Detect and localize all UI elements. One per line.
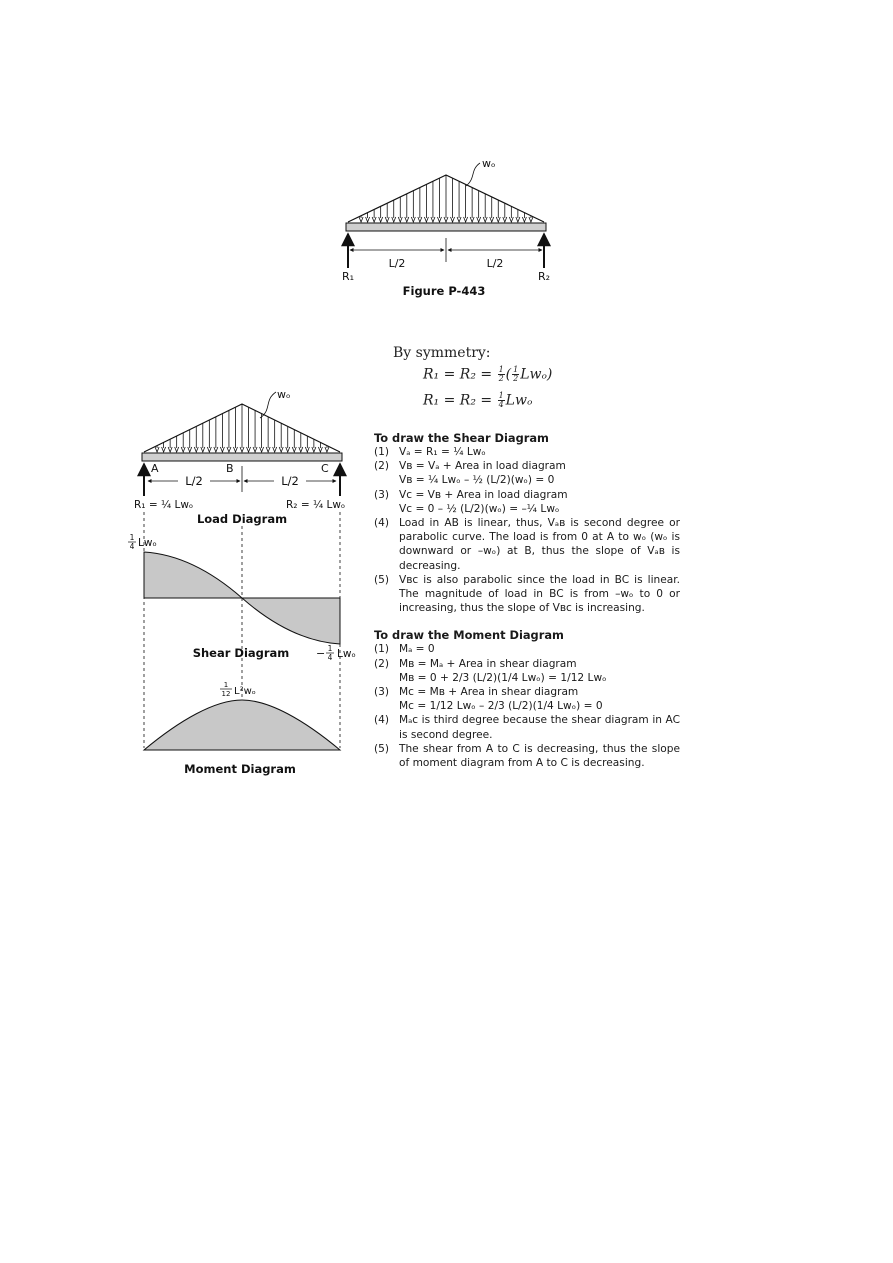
- load-leader-line: [466, 163, 480, 186]
- point-a-label: A: [151, 462, 159, 475]
- point-b-label: B: [226, 462, 234, 475]
- point-c-label: C: [321, 462, 329, 475]
- eq1-frac-outer: [498, 366, 505, 383]
- shear-step-3: [374, 488, 680, 502]
- step-number: (3): [374, 488, 390, 501]
- moment-step-2-result: Mʙ = 0 + 2/3 (L/2)(1/4 Lwₒ) = 1/12 Lwₒ: [399, 671, 607, 684]
- step-text: Vₐ = R₁ = ¼ Lwₒ: [399, 446, 486, 458]
- step-number: (2): [374, 657, 390, 670]
- moment-curve: [144, 700, 340, 750]
- moment-step-1: [374, 642, 680, 656]
- figure-caption: Figure P-443: [402, 284, 486, 298]
- moment-heading: To draw the Moment Diagram: [374, 628, 564, 643]
- step-text: Mʙ = Mₐ + Area in shear diagram: [399, 657, 577, 670]
- step-number: (4): [374, 517, 390, 530]
- eq2-rest: Lwₒ: [505, 392, 533, 409]
- span-left-label: L/2: [185, 474, 203, 488]
- shear-step-3-result: Vc = 0 – ½ (L/2)(wₒ) = –¼ Lwₒ: [399, 502, 560, 515]
- span-left-label: L/2: [388, 257, 406, 270]
- reaction-left-label: R₁: [342, 270, 355, 283]
- load-arrows: [155, 404, 329, 452]
- shear-diagram-caption: Shear Diagram: [192, 646, 290, 660]
- moment-peak-frac-num: 1: [223, 681, 229, 689]
- eq1-lhs: R₁ = R₂ =: [423, 366, 497, 383]
- step-number: (3): [374, 686, 390, 699]
- frac-num: 1: [513, 365, 519, 374]
- step-number: (1): [374, 446, 390, 458]
- reaction-right-label: R₂: [538, 270, 551, 283]
- shear-bottom-frac-num: 1: [327, 644, 333, 653]
- frac-den: 2: [513, 374, 519, 383]
- step-number: (4): [374, 714, 390, 727]
- eq1-open: (: [505, 366, 512, 383]
- eq2-frac: [498, 392, 505, 409]
- moment-diagram-caption: Moment Diagram: [184, 762, 296, 776]
- moment-step-3: [374, 685, 680, 699]
- step-text: Mₐc is third degree because the shear diagram in AC is second degree.: [399, 714, 680, 741]
- step-text: Vʙc is also parabolic since the load in BC is linear. The magnitude of load in BC is from –wₒ to 0 or increasing, thus the slope of Vʙc is increasing.: [399, 573, 680, 615]
- frac-den: 4: [498, 400, 504, 409]
- shear-heading: To draw the Shear Diagram: [374, 431, 549, 445]
- symmetry-eq1: [423, 366, 552, 383]
- shear-bottom-frac-den: 4: [327, 653, 333, 662]
- shear-top-label: Lwₒ: [138, 537, 157, 549]
- eq1-frac-inner: [512, 366, 519, 383]
- frac-den: 2: [498, 374, 504, 383]
- step-text: The shear from A to C is decreasing, thus the slope of moment diagram from A to C is decreasing.: [399, 742, 680, 770]
- shear-step-1: [374, 445, 680, 459]
- span-right-label: L/2: [486, 257, 504, 270]
- shear-step-2-result: Vʙ = ¼ Lwₒ – ½ (L/2)(wₒ) = 0: [399, 474, 555, 487]
- eq1-rest: Lwₒ): [520, 366, 553, 383]
- step-text: Vc = Vʙ + Area in load diagram: [399, 488, 568, 501]
- figure-p443: [342, 157, 550, 298]
- moment-peak-label: L²wₒ: [234, 686, 256, 697]
- step-text: Vʙ = Vₐ + Area in load diagram: [399, 460, 566, 473]
- frac-num: 1: [498, 365, 504, 374]
- shear-step-5: [374, 573, 680, 616]
- shear-bottom-label: Lwₒ: [337, 648, 356, 660]
- load-diagram: [134, 388, 345, 526]
- shear-curve-positive: [144, 552, 242, 598]
- step-number: (2): [374, 460, 390, 473]
- eq2-lhs: R₁ = R₂ =: [423, 392, 497, 409]
- moment-diagram: [144, 681, 340, 776]
- shear-step-2: [374, 459, 680, 473]
- step-number: (5): [374, 742, 390, 755]
- shear-step-4: [374, 516, 680, 573]
- shear-top-frac-num: 1: [129, 533, 135, 542]
- shear-curve-negative: [242, 598, 340, 644]
- step-number: (5): [374, 573, 390, 586]
- step-number: (1): [374, 643, 390, 656]
- shear-top-frac-den: 4: [129, 542, 135, 551]
- shear-bottom-sign: −: [316, 647, 326, 660]
- beam: [346, 223, 546, 231]
- symmetry-eq2: [423, 392, 532, 409]
- moment-step-4: [374, 713, 680, 741]
- moment-peak-frac-den: 12: [221, 690, 231, 698]
- symmetry-heading: By symmetry:: [393, 345, 491, 361]
- load-arrows: [359, 175, 533, 222]
- step-text: Load in AB is linear, thus, Vₐʙ is second degree or parabolic curve. The load is from 0 at A to wₒ (wₒ is downward or –wₒ) at B, thus the slope of Vₐʙ is decreasing.: [399, 517, 680, 572]
- frac-num: 1: [498, 391, 504, 400]
- load-diagram-caption: Load Diagram: [196, 512, 288, 526]
- solution-notes: [374, 431, 680, 770]
- step-text: Mₐ = 0: [399, 643, 435, 656]
- step-text: Mc = Mʙ + Area in shear diagram: [399, 686, 579, 699]
- moment-step-2: [374, 657, 680, 671]
- beam: [142, 453, 342, 461]
- reaction-right-label: R₂ = ¼ Lwₒ: [286, 499, 346, 511]
- reaction-left-label: R₁ = ¼ Lwₒ: [134, 499, 194, 511]
- moment-step-5: [374, 742, 680, 770]
- load-label: wₒ: [277, 388, 291, 401]
- span-right-label: L/2: [281, 474, 299, 488]
- moment-step-3-result: Mc = 1/12 Lwₒ – 2/3 (L/2)(1/4 Lwₒ) = 0: [399, 700, 603, 713]
- load-label: wₒ: [482, 157, 496, 170]
